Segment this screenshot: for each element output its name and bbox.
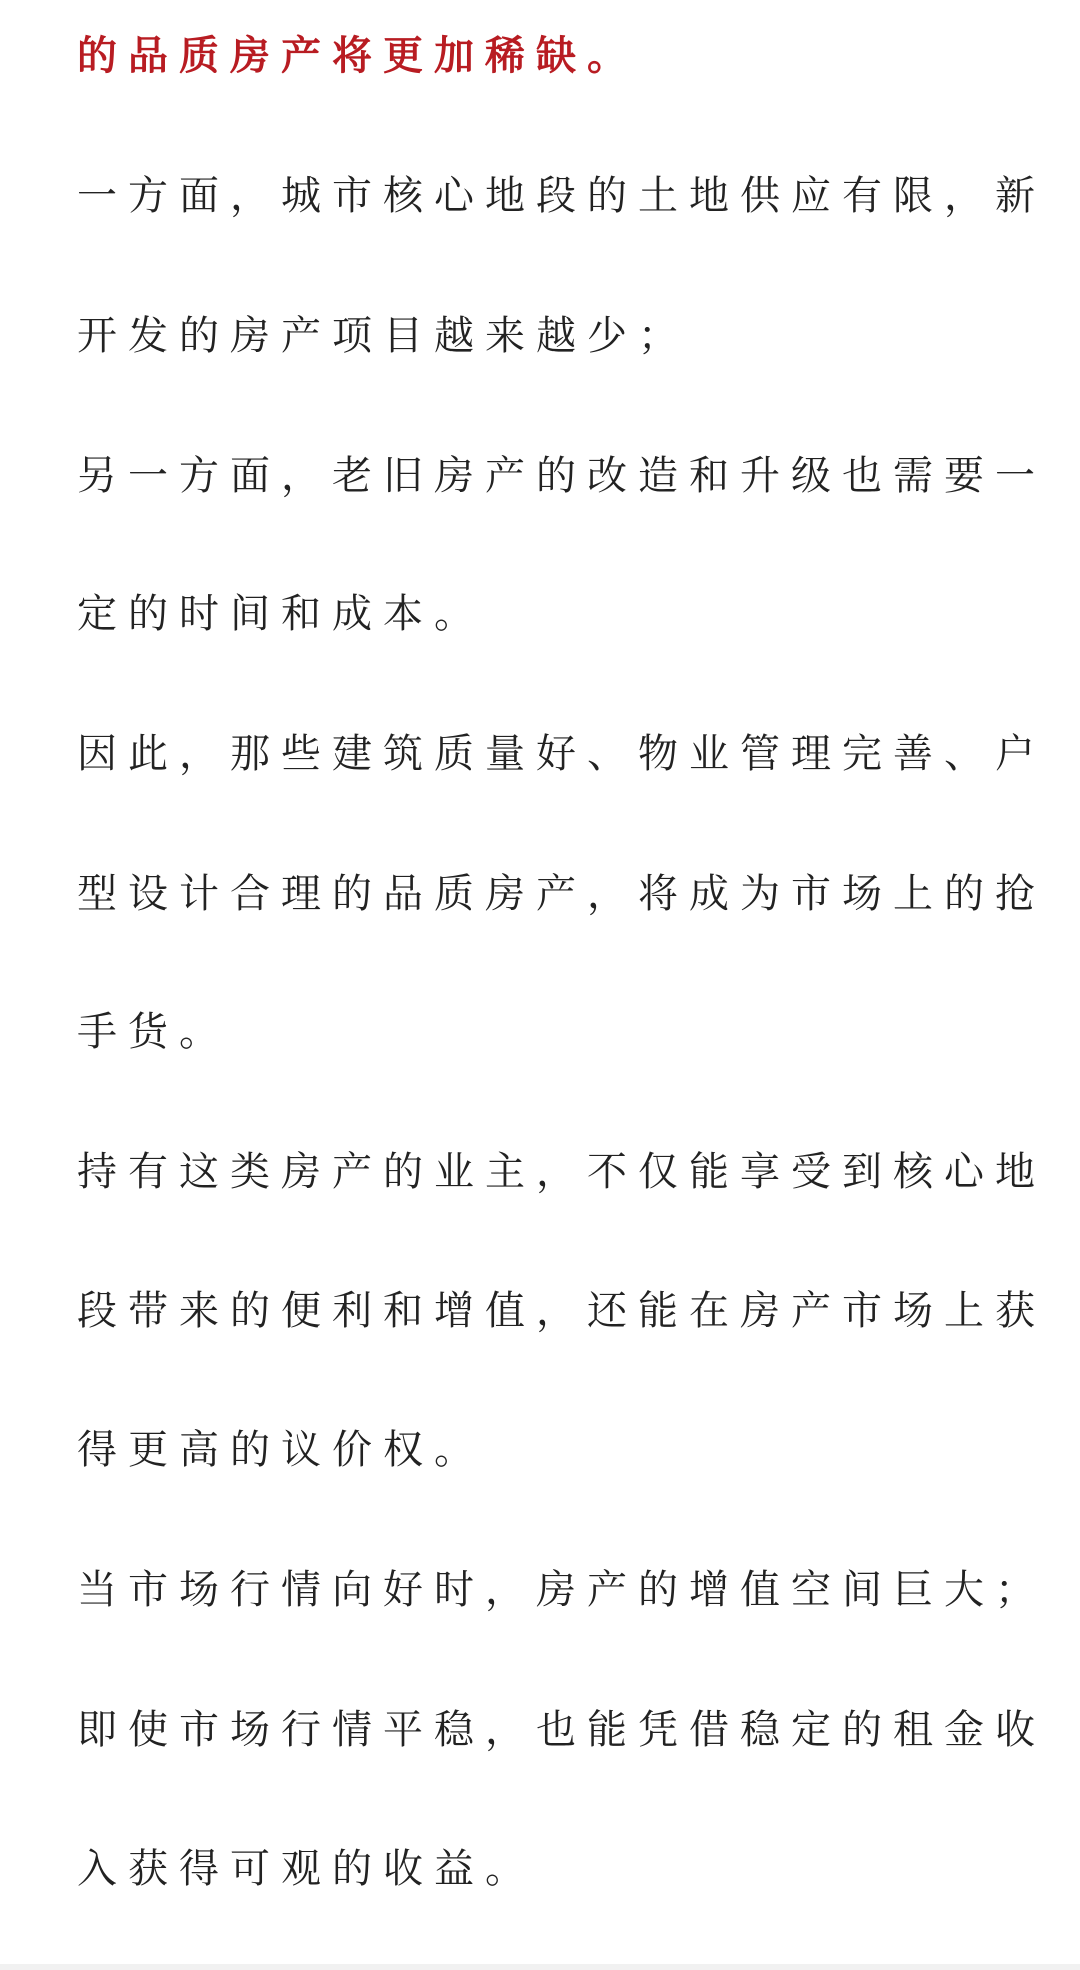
bottom-divider: [0, 1964, 1080, 1970]
article-line: 当市场行情向好时，房产的增值空间巨大；: [77, 1567, 1046, 1613]
article-line: 入获得可观的收益。: [77, 1846, 536, 1892]
article-line: 另一方面，老旧房产的改造和升级也需要一: [77, 453, 1046, 499]
article-line: 段带来的便利和增值，还能在房产市场上获: [77, 1288, 1046, 1334]
article-line-highlight: 的品质房产将更加稀缺。: [77, 33, 638, 79]
article-line: 手货。: [77, 1009, 230, 1055]
article-line: 定的时间和成本。: [77, 591, 485, 637]
article-line: 型设计合理的品质房产，将成为市场上的抢: [77, 871, 1046, 917]
article-line: 得更高的议价权。: [77, 1427, 485, 1473]
article-line: 因此，那些建筑质量好、物业管理完善、户: [77, 731, 1046, 777]
article-line: 开发的房产项目越来越少；: [77, 313, 689, 359]
article-line: 一方面，城市核心地段的土地供应有限，新: [77, 173, 1046, 219]
article-line: 即使市场行情平稳，也能凭借稳定的租金收: [77, 1707, 1046, 1753]
article-line: 持有这类房产的业主，不仅能享受到核心地: [77, 1149, 1046, 1195]
